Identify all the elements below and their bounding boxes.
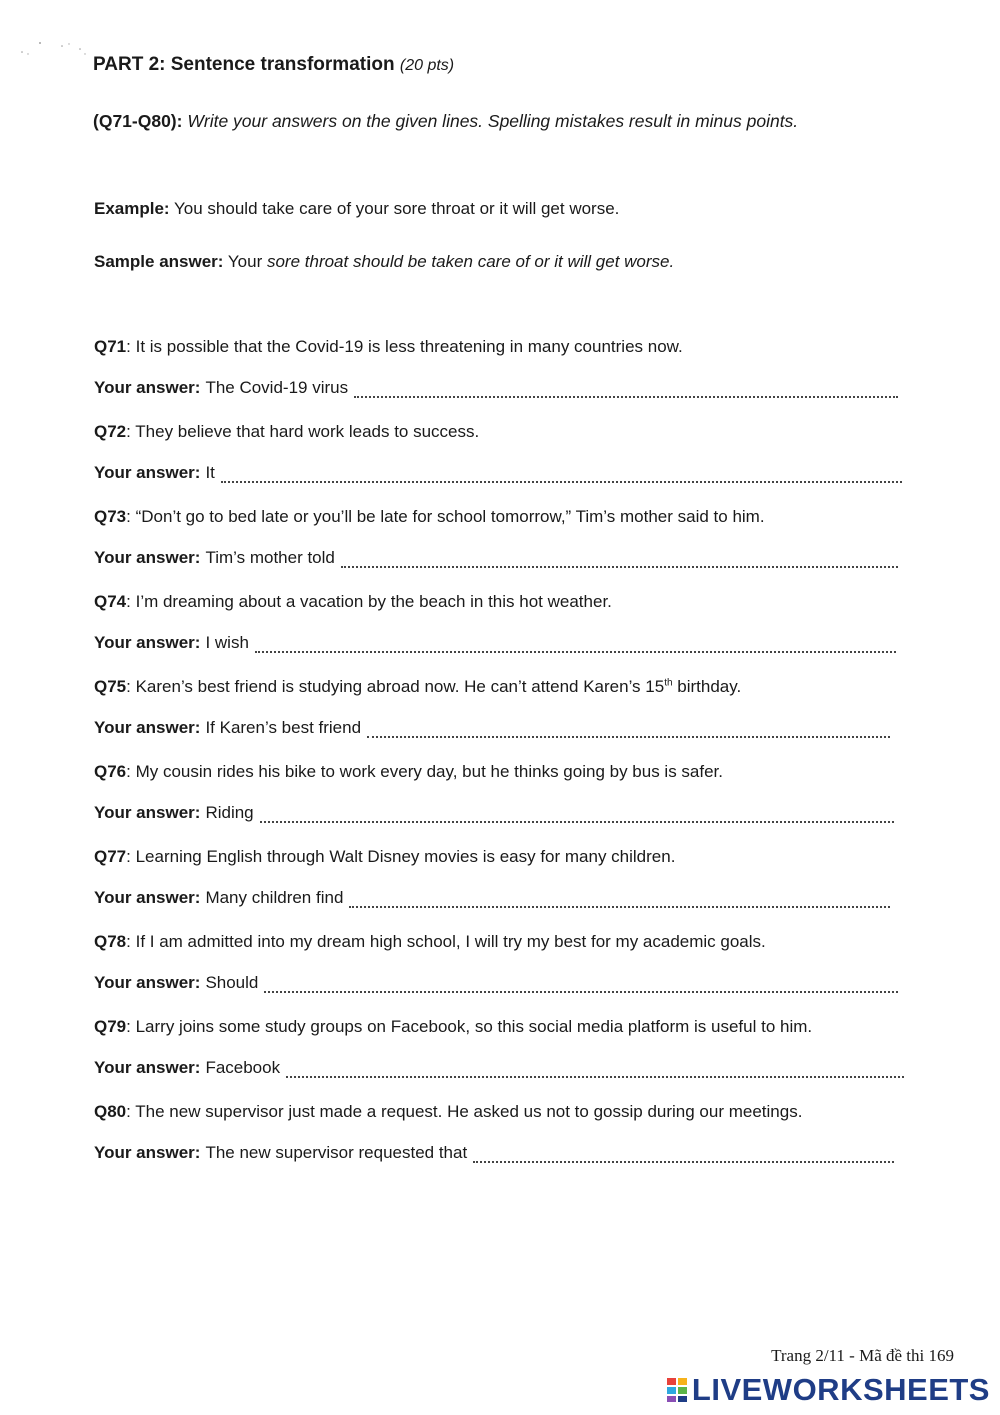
- answer-input-q71[interactable]: [354, 380, 898, 398]
- question-q78: Q78: If I am admitted into my dream high school, I will try my best for my academic goals.: [94, 932, 766, 951]
- answer-row-q72: [94, 463, 902, 483]
- scan-artifact: [18, 40, 88, 56]
- example-text: You should take care of your sore throat or it will get worse.: [174, 199, 620, 218]
- answer-row-q74: [94, 633, 896, 653]
- page-number: Trang 2/11 - Mã đề thi 169: [771, 1346, 954, 1365]
- answer-row-q75: [94, 718, 890, 738]
- answer-stem: The new supervisor requested that: [205, 1143, 468, 1162]
- question-text: Karen’s best friend is studying abroad now. He can’t attend Karen’s 15: [135, 677, 665, 696]
- question-q80: Q80: The new supervisor just made a request. He asked us not to gossip during our meetings.: [94, 1102, 803, 1121]
- instructions-range: (Q71-Q80):: [93, 111, 183, 131]
- part-title: PART 2: Sentence transformation: [93, 54, 395, 75]
- question-number: Q75: [94, 677, 127, 696]
- question-text: It is possible that the Covid-19 is less threatening in many countries now.: [135, 337, 683, 356]
- question-number: Q80: [94, 1102, 127, 1121]
- answer-stem: The Covid-19 virus: [205, 378, 349, 397]
- question-q77: Q77: Learning English through Walt Disney movies is easy for many children.: [94, 847, 676, 866]
- answer-stem: Should: [205, 973, 259, 992]
- question-text: If I am admitted into my dream high school, I will try my best for my academic goals.: [135, 932, 766, 951]
- part-points: (20 pts): [399, 57, 455, 74]
- answer-stem: It: [205, 463, 215, 482]
- answer-input-q73[interactable]: [341, 550, 898, 568]
- question-number: Q76: [94, 762, 127, 781]
- answer-label: Your answer:: [94, 633, 201, 652]
- answer-stem: Many children find: [205, 888, 344, 907]
- answer-stem: I wish: [205, 633, 249, 652]
- answer-stem: Riding: [205, 803, 254, 822]
- answer-row-q80: [94, 1143, 894, 1163]
- answer-label: Your answer:: [94, 1058, 201, 1077]
- question-q73: Q73: “Don’t go to bed late or you’ll be late for school tomorrow,” Tim’s mother said to him.: [94, 507, 765, 526]
- answer-input-q72[interactable]: [221, 465, 902, 483]
- answer-stem: If Karen’s best friend: [205, 718, 362, 737]
- answer-row-q79: [94, 1058, 904, 1078]
- question-text-end: birthday.: [672, 677, 742, 696]
- question-number: Q72: [94, 422, 127, 441]
- answer-row-q78: [94, 973, 898, 993]
- question-text: I’m dreaming about a vacation by the beach in this hot weather.: [135, 592, 612, 611]
- question-number: Q73: [94, 507, 127, 526]
- question-q79: Q79: Larry joins some study groups on Facebook, so this social media platform is useful to him.: [94, 1017, 813, 1036]
- answer-stem: Tim’s mother told: [205, 548, 335, 567]
- part-heading: [93, 54, 454, 76]
- answer-input-q74[interactable]: [255, 635, 896, 653]
- answer-label: Your answer:: [94, 718, 201, 737]
- answer-stem: Facebook: [205, 1058, 281, 1077]
- answer-input-q75[interactable]: [367, 720, 890, 738]
- answer-input-q76[interactable]: [260, 805, 894, 823]
- liveworksheets-logo-icon: [666, 1377, 688, 1403]
- example-line: [94, 199, 619, 219]
- question-text: Learning English through Walt Disney movies is easy for many children.: [135, 847, 676, 866]
- brand-name: LIVEWORKSHEETS: [691, 1372, 990, 1407]
- answer-label: Your answer:: [94, 803, 201, 822]
- question-text: The new supervisor just made a request. He asked us not to gossip during our meetings.: [135, 1102, 803, 1121]
- answer-row-q77: [94, 888, 890, 908]
- answer-row-q76: [94, 803, 894, 823]
- instructions: [93, 111, 798, 132]
- question-q72: Q72: They believe that hard work leads to success.: [94, 422, 480, 441]
- question-text: My cousin rides his bike to work every day, but he thinks going by bus is safer.: [135, 762, 724, 781]
- answer-label: Your answer:: [94, 1143, 201, 1162]
- instructions-text: Write your answers on the given lines. Spelling mistakes result in minus points.: [187, 111, 799, 131]
- question-number: Q71: [94, 337, 127, 356]
- question-text: Larry joins some study groups on Facebook, so this social media platform is useful to him.: [135, 1017, 813, 1036]
- answer-input-q80[interactable]: [473, 1145, 894, 1163]
- sample-answer-line: [94, 252, 674, 272]
- question-number: Q77: [94, 847, 127, 866]
- answer-label: Your answer:: [94, 888, 201, 907]
- question-number: Q78: [94, 932, 127, 951]
- answer-label: Your answer:: [94, 548, 201, 567]
- answer-input-q77[interactable]: [349, 890, 890, 908]
- question-q71: Q71: It is possible that the Covid-19 is less threatening in many countries now.: [94, 337, 683, 356]
- ordinal-suffix: th: [664, 677, 673, 689]
- answer-input-q79[interactable]: [286, 1060, 904, 1078]
- question-number: Q79: [94, 1017, 127, 1036]
- question-text: They believe that hard work leads to success.: [135, 422, 480, 441]
- question-number: Q74: [94, 592, 127, 611]
- answer-row-q73: [94, 548, 898, 568]
- answer-input-q78[interactable]: [264, 975, 898, 993]
- answer-label: Your answer:: [94, 973, 201, 992]
- question-q75: Q75: Karen’s best friend is studying abroad now. He can’t attend Karen’s 15th birthday.: [94, 677, 742, 696]
- sample-label: Sample answer:: [94, 252, 224, 271]
- sample-lead: Your: [227, 252, 263, 271]
- sample-rest: sore throat should be taken care of or it will get worse.: [266, 252, 675, 271]
- question-text: “Don’t go to bed late or you’ll be late for school tomorrow,” Tim’s mother said to him.: [135, 507, 765, 526]
- answer-label: Your answer:: [94, 378, 201, 397]
- answer-row-q71: [94, 378, 898, 398]
- question-q74: Q74: I’m dreaming about a vacation by the beach in this hot weather.: [94, 592, 612, 611]
- question-q76: Q76: My cousin rides his bike to work every day, but he thinks going by bus is safer.: [94, 762, 724, 781]
- liveworksheets-brand: [666, 1372, 990, 1408]
- example-label: Example:: [94, 199, 170, 218]
- answer-label: Your answer:: [94, 463, 201, 482]
